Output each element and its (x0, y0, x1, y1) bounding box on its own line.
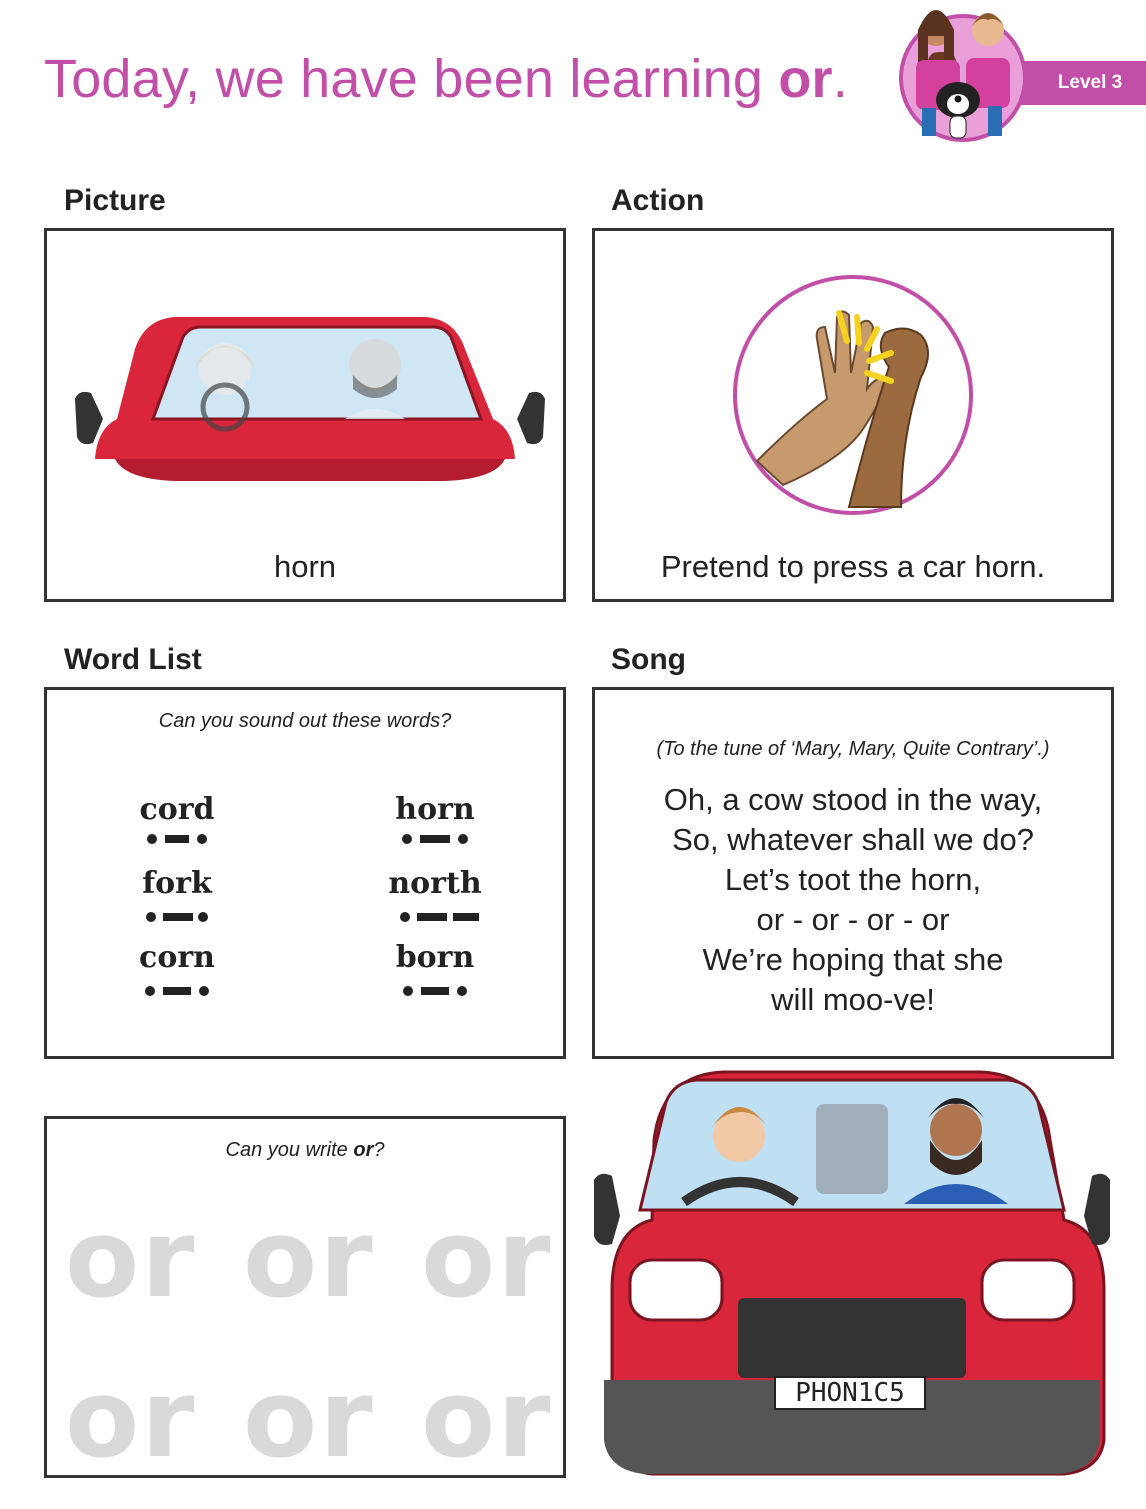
trace-row (65, 1357, 599, 1482)
sound-buttons (107, 832, 247, 846)
song-line: Oh, a cow stood in the way, (663, 782, 1043, 817)
title-grapheme: or (778, 49, 833, 109)
word-north: north (388, 866, 482, 901)
section-label-picture: Picture (64, 184, 166, 217)
writing-practice-box (44, 1116, 566, 1482)
trace-letters[interactable]: or (65, 1357, 197, 1482)
song-line: We’re hoping that she (702, 942, 1004, 977)
word-horn: horn (395, 792, 475, 827)
car-body-graphic (594, 1070, 1110, 1480)
word-corn: corn (139, 940, 215, 975)
sound-buttons (365, 910, 505, 924)
high-five-icon (731, 273, 975, 517)
trace-letters[interactable]: or (243, 1357, 375, 1482)
writing-prompt: Can you write or? (225, 1139, 385, 1161)
song-box (592, 687, 1114, 1059)
word-cord: cord (139, 792, 215, 827)
sound-buttons (107, 910, 247, 924)
trace-letters[interactable]: or (243, 1197, 375, 1322)
car-windshield-illustration (75, 309, 545, 509)
sound-buttons (365, 984, 505, 998)
song-line: or - or - or - or (756, 902, 950, 937)
action-box (592, 228, 1114, 602)
trace-row (65, 1197, 599, 1322)
song-line: will moo-ve! (771, 982, 935, 1017)
picture-caption: horn (273, 549, 337, 584)
sound-buttons (365, 832, 505, 846)
song-line: So, whatever shall we do? (672, 822, 1034, 857)
picture-box (44, 228, 566, 602)
trace-letters[interactable]: or (421, 1197, 553, 1322)
word-list-box (44, 687, 566, 1059)
level-badge: Level 3 (1020, 61, 1146, 105)
level-badge-area (898, 0, 1146, 150)
word-list-prompt: Can you sound out these words? (158, 710, 452, 732)
word-fork: fork (142, 866, 212, 901)
section-label-action: Action (611, 184, 705, 217)
page-title: Today, we have been learning or. (44, 49, 848, 109)
characters-logo (898, 0, 1038, 150)
song-line: Let’s toot the horn, (724, 862, 982, 897)
action-caption: Pretend to press a car horn. (660, 549, 1046, 584)
section-label-song: Song (611, 643, 686, 676)
car-front-illustration (594, 1070, 1110, 1480)
section-label-word-list: Word List (64, 643, 202, 676)
trace-letters[interactable]: or (65, 1197, 197, 1322)
song-tune-note: (To the tune of ‘Mary, Mary, Quite Contrary’.) (656, 738, 1050, 760)
word-born: born (395, 940, 475, 975)
license-plate: PHON1C5 (774, 1376, 926, 1410)
trace-letters[interactable]: or (421, 1357, 553, 1482)
sound-buttons (107, 984, 247, 998)
song-lyrics (595, 780, 1111, 1020)
